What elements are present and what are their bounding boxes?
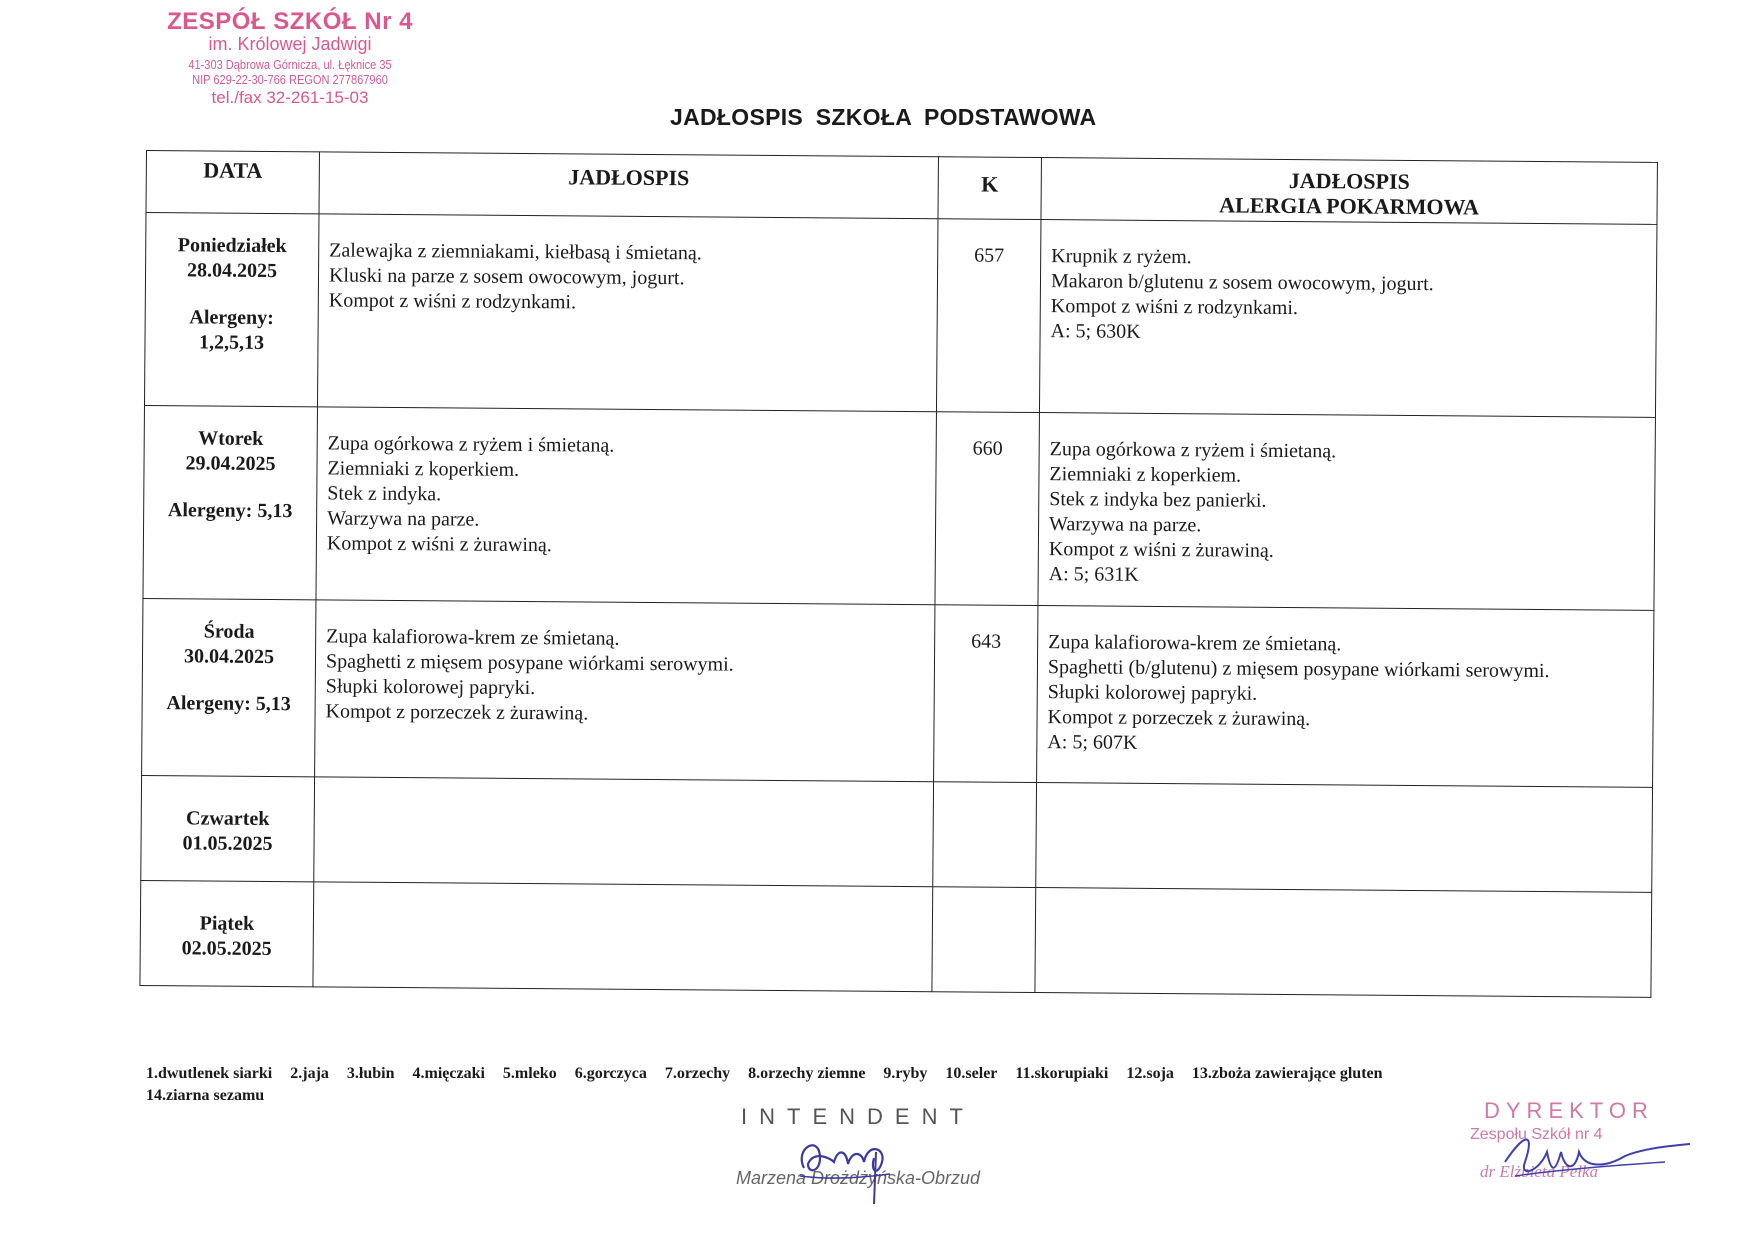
stamp-nip-regon: NIP 629-22-30-766 REGON 277867960 [192, 72, 388, 87]
allergy-menu-cell [1036, 782, 1653, 892]
menu-item: Ziemniaki z koperkiem. [327, 457, 520, 482]
legend-item: 2.jaja [290, 1065, 329, 1082]
allergy-menu-item: Warzywa na parze. [1049, 513, 1202, 537]
legend-item: 10.seler [945, 1065, 998, 1082]
allergens-label: Alergeny: 1,2,5,13 [189, 306, 274, 354]
menu-cell [316, 407, 936, 605]
menu-item: Kompot z porzeczek z żurawiną. [325, 700, 589, 725]
allergy-menu-cell [1039, 219, 1656, 417]
allergy-menu-item: Stek z indyka bez panierki. [1049, 488, 1267, 513]
legend-item: 7.orzechy [664, 1065, 731, 1082]
kcal-cell: 657 [936, 219, 1041, 413]
allergy-menu-item: Kompot z wiśni z rodzynkami. [1050, 295, 1299, 320]
day-name: Poniedziałek [177, 234, 287, 258]
menu-cell [313, 882, 933, 992]
legend-item: 12.soja [1126, 1065, 1174, 1082]
intendent-role: INTENDENT [741, 1104, 975, 1129]
menu-item: Zupa ogórkowa z ryżem i śmietaną. [327, 432, 615, 457]
menu-cell [317, 214, 937, 412]
date-cell [141, 775, 315, 881]
menu-cell [315, 600, 935, 781]
allergy-menu-item: Zupa kalafiorowa-krem ze śmietaną. [1048, 631, 1342, 656]
allergy-menu-item: Zupa ogórkowa z ryżem i śmietaną. [1049, 438, 1337, 463]
allergy-menu-cell [1038, 413, 1655, 611]
allergy-menu-item: Makaron b/glutenu z sosem owocowym, jogurt. [1050, 270, 1434, 296]
kcal-cell: 660 [935, 412, 1040, 606]
allergy-menu-item: Ziemniaki z koperkiem. [1049, 463, 1242, 487]
director-school: Zespołu Szkół nr 4 [1470, 1126, 1603, 1143]
menu-item: Warzywa na parze. [327, 507, 480, 531]
intendent-name: Marzena Drożdżyńska-Obrzud [735, 1168, 981, 1188]
menu-item: Kompot z wiśni z żurawiną. [326, 532, 552, 557]
allergy-menu-item: Słupki kolorowej papryki. [1047, 681, 1258, 706]
legend-item: 13.zboża zawierające gluten [1191, 1065, 1383, 1082]
table-header-row [146, 151, 1657, 225]
allergy-menu-item: Spaghetti (b/glutenu) z mięsem posypane wiórkami serowymi. [1047, 656, 1550, 683]
stamp-patron: im. Królowej Jadwigi [208, 34, 372, 54]
school-stamp [155, 8, 425, 108]
header-date: DATA [146, 151, 319, 214]
kcal-cell [932, 887, 1036, 993]
menu-item: Kompot z wiśni z rodzynkami. [328, 289, 577, 314]
header-allergy-line2: ALERGIA POKARMOWA [1219, 192, 1480, 220]
allergy-menu-cell [1035, 887, 1652, 997]
allergy-menu-item: Kompot z wiśni z żurawiną. [1048, 538, 1274, 563]
menu-item: Zalewajka z ziemniakami, kiełbasą i śmietaną. [329, 239, 702, 265]
stamp-address: 41-303 Dąbrowa Górnicza, ul. Łęknice 35 [188, 57, 392, 72]
allergy-menu-item: A: 5; 607K [1047, 731, 1138, 755]
allergen-legend [146, 1063, 1397, 1107]
stamp-school-name: ZESPÓŁ SZKÓŁ Nr 4 [167, 8, 413, 35]
day-name: Wtorek [198, 427, 264, 451]
table-row [140, 880, 1652, 997]
date-cell [144, 212, 319, 407]
day-date: 29.04.2025 [185, 452, 276, 476]
legend-item: 4.mięczaki [412, 1065, 485, 1082]
legend-item: 3.łubin [346, 1065, 395, 1082]
header-allergy-menu [1041, 158, 1657, 225]
menu-item: Słupki kolorowej papryki. [325, 675, 536, 700]
day-date: 01.05.2025 [182, 832, 273, 855]
page-title: JADŁOSPIS SZKOŁA PODSTAWOWA [670, 104, 1097, 130]
legend-item: 6.gorczyca [574, 1065, 647, 1082]
day-name: Środa [203, 620, 255, 644]
stamp-phone: tel./fax 32-261-15-03 [211, 88, 369, 107]
allergy-menu-item: A: 5; 630K [1050, 320, 1141, 343]
menu-item: Spaghetti z mięsem posypane wiórkami serowymi. [325, 650, 734, 677]
legend-item: 9.ryby [883, 1065, 928, 1082]
intendent-signature [790, 1128, 900, 1208]
day-date: 30.04.2025 [183, 645, 275, 669]
legend-item: 11.skorupiaki [1015, 1065, 1109, 1082]
day-date: 28.04.2025 [186, 259, 278, 282]
day-date: 02.05.2025 [181, 937, 272, 960]
kcal-cell: 643 [934, 605, 1038, 782]
legend-line-1 [146, 1063, 1397, 1085]
header-allergy-line1: JADŁOSPIS [1288, 167, 1410, 194]
legend-item: 14.ziarna sezamu [146, 1087, 265, 1104]
table-row [141, 775, 1653, 892]
allergens-label: Alergeny: 5,13 [167, 499, 293, 523]
header-menu: JADŁOSPIS [319, 152, 938, 219]
date-cell [142, 599, 316, 777]
allergens-label: Alergeny: 5,13 [166, 692, 291, 716]
day-name: Czwartek [186, 807, 270, 830]
day-name: Piątek [199, 912, 255, 935]
table-row [142, 599, 1654, 787]
table-row [143, 406, 1655, 611]
menu-item: Zupa kalafiorowa-krem ze śmietaną. [326, 625, 620, 651]
menu-item: Kluski na parze z sosem owocowym, jogurt. [328, 264, 685, 290]
date-cell [140, 880, 314, 986]
allergy-menu-cell [1037, 606, 1654, 787]
allergy-menu-item: Krupnik z ryżem. [1051, 245, 1192, 269]
date-cell [143, 406, 318, 601]
menu-cell [314, 777, 934, 887]
director-role: DYREKTOR [1484, 1098, 1654, 1123]
director-name: dr Elżbieta Pełka [1480, 1162, 1599, 1181]
kcal-cell [933, 782, 1037, 888]
legend-item: 5.mleko [502, 1065, 557, 1082]
legend-item: 1.dwutlenek siarki [146, 1065, 273, 1082]
table-row [144, 212, 1656, 417]
allergy-menu-item: Kompot z porzeczek z żurawiną. [1047, 706, 1311, 731]
menu-item: Stek z indyka. [327, 482, 442, 506]
menu-table [139, 150, 1658, 998]
allergy-menu-item: A: 5; 631K [1048, 563, 1139, 587]
director-signature [1495, 1122, 1695, 1192]
header-k: K [938, 157, 1041, 220]
legend-item: 8.orzechy ziemne [748, 1065, 866, 1082]
